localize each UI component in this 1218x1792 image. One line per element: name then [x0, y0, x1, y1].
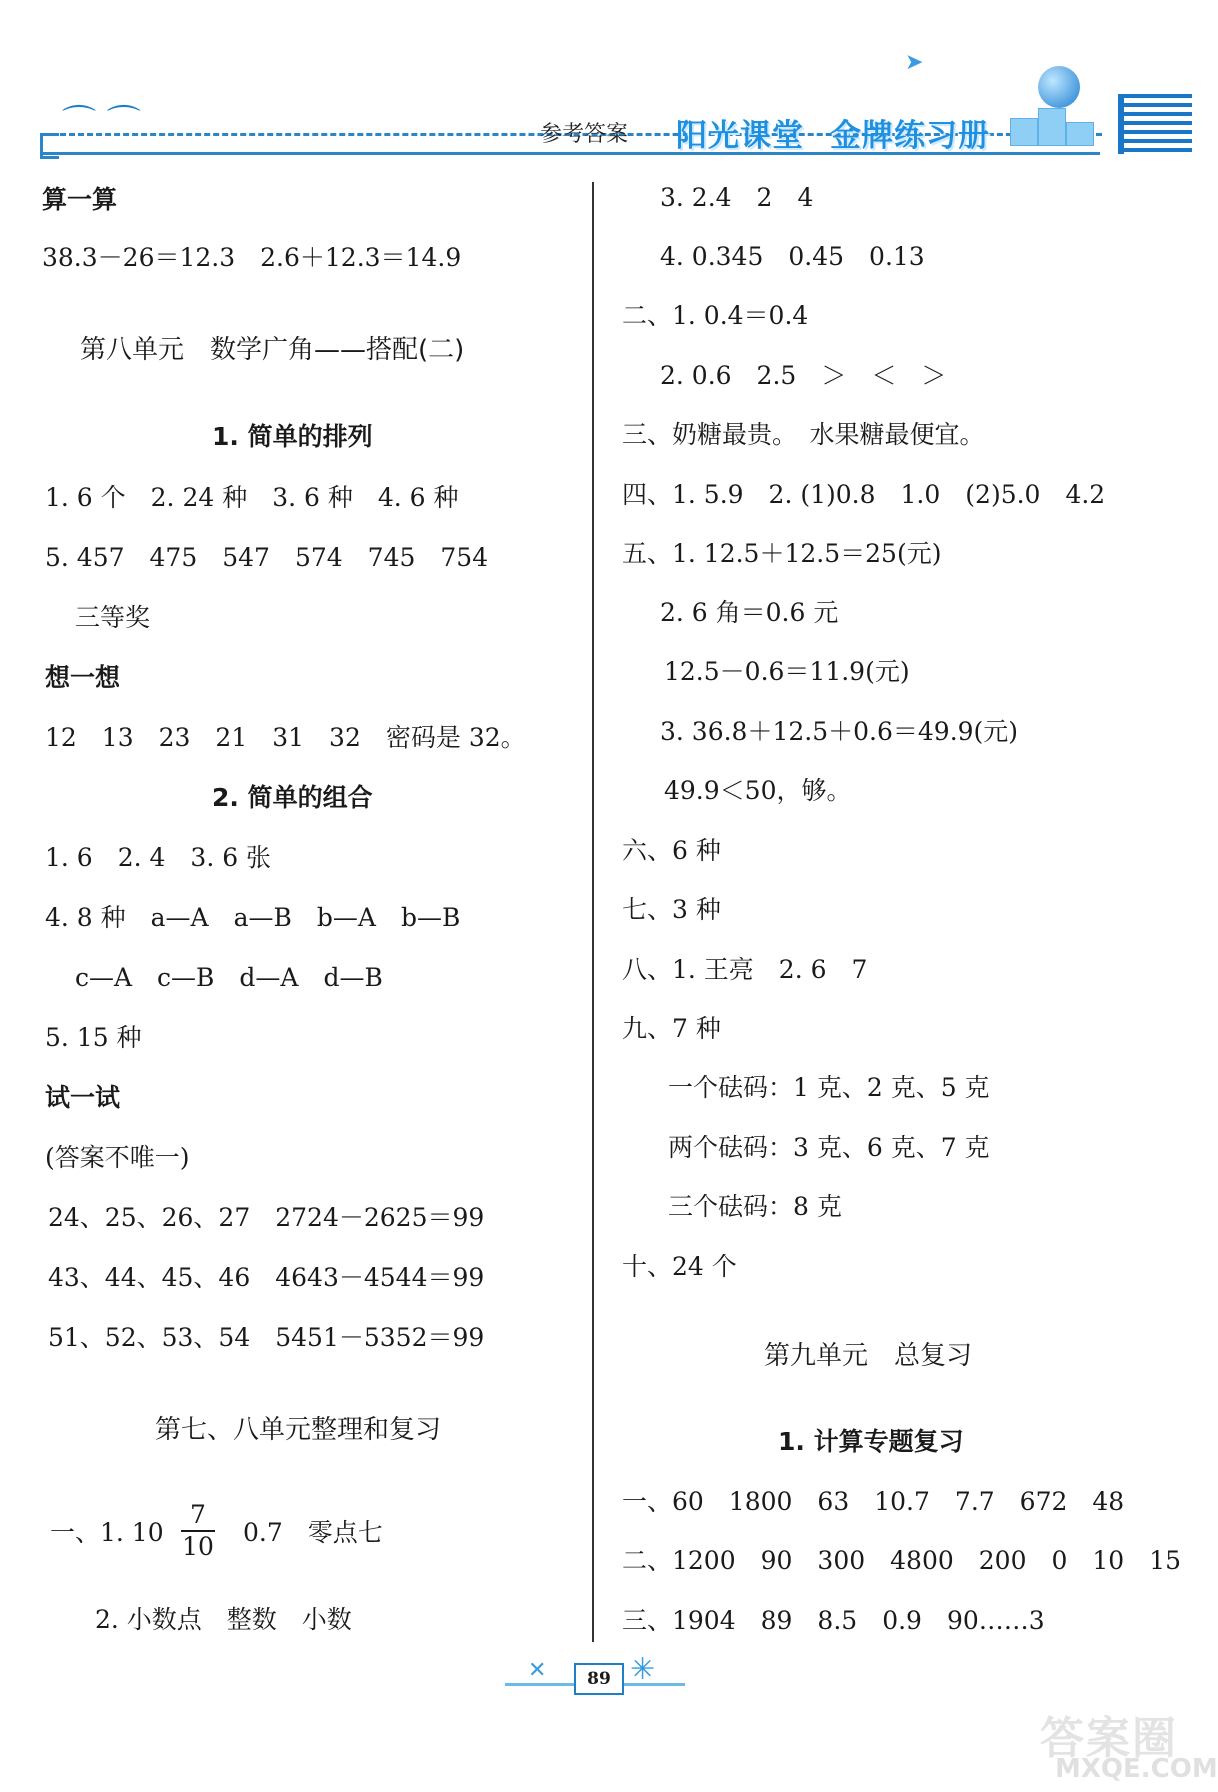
- answer-line: 十、24 个: [622, 1252, 737, 1281]
- answer-line: 九、7 种: [622, 1014, 721, 1043]
- watermark-url: MXQE.COM: [1055, 1754, 1218, 1784]
- answer-line: 四、1. 5.9 2. (1)0.8 1.0 (2)5.0 4.2: [622, 480, 1106, 509]
- lesson-title-calc-review: 1. 计算专题复习: [778, 1427, 964, 1456]
- section-label-calc: 算一算: [42, 185, 118, 214]
- answer-line: 五、1. 12.5＋12.5＝25(元): [622, 539, 942, 568]
- answer-line: 两个砝码：3 克、6 克、7 克: [668, 1133, 990, 1162]
- answer-line: c—A c—B d—A d—B: [75, 963, 383, 992]
- answer-line: 51、52、53、54 5451－5352＝99: [48, 1323, 485, 1352]
- answer-line: 3. 36.8＋12.5＋0.6＝49.9(元): [660, 717, 1019, 746]
- column-divider: [592, 182, 594, 1642]
- answer-line: 八、1. 王亮 2. 6 7: [622, 955, 868, 984]
- answer-note: (答案不唯一): [45, 1143, 190, 1172]
- answer-line: 24、25、26、27 2724－2625＝99: [48, 1203, 485, 1232]
- answer-line: 4. 0.345 0.45 0.13: [660, 242, 925, 271]
- striped-tab-decoration: [1118, 94, 1192, 154]
- fraction-numerator: 7: [181, 1500, 215, 1532]
- brand-title-2: 金牌练习册: [830, 118, 990, 154]
- answer-line: 七、3 种: [622, 895, 721, 924]
- pinwheel-icon: ✳: [630, 1652, 656, 1687]
- answer-line: 一、1. 10: [50, 1518, 164, 1547]
- header-corner-bracket: [40, 133, 59, 159]
- answer-line: 4. 8 种 a—A a—B b—A b—B: [45, 903, 461, 932]
- answer-line: 一个砝码：1 克、2 克、5 克: [668, 1073, 990, 1102]
- blocks-decoration: [1010, 100, 1100, 146]
- page-number: 89: [574, 1663, 624, 1695]
- answer-line: 43、44、45、46 4643－4544＝99: [48, 1263, 485, 1292]
- answer-line: 2. 6 角＝0.6 元: [660, 598, 839, 627]
- brand-title-1: 阳光课堂: [676, 118, 804, 154]
- watermark-logo: 答案圈: [1040, 1713, 1178, 1764]
- answer-line: 2. 0.6 2.5 ＞ ＜ ＞: [660, 361, 947, 390]
- answer-line: 12.5－0.6＝11.9(元): [664, 657, 910, 686]
- answer-line: 三个砝码：8 克: [668, 1192, 842, 1221]
- answer-line: 六、6 种: [622, 836, 721, 865]
- section-label-try: 试一试: [45, 1083, 121, 1112]
- unit-9-title: 第九单元 总复习: [764, 1341, 973, 1371]
- answer-line: 三等奖: [75, 603, 151, 632]
- answer-line: 5. 15 种: [45, 1023, 142, 1052]
- unit-8-title: 第八单元 数学广角——搭配(二): [80, 335, 465, 365]
- answer-line: 二、1. 0.4＝0.4: [622, 301, 809, 330]
- fraction-denominator: 10: [182, 1532, 214, 1561]
- answer-line: 二、1200 90 300 4800 200 0 10 15: [622, 1546, 1182, 1575]
- answer-key-label: 参考答案: [540, 122, 629, 147]
- answer-line: 三、1904 89 8.5 0.9 90……3: [622, 1606, 1045, 1635]
- answer-line: 38.3－26＝12.3 2.6＋12.3＝14.9: [42, 243, 462, 272]
- review-title-unit-7-8: 第七、八单元整理和复习: [155, 1415, 442, 1445]
- answer-line: 12 13 23 21 31 32 密码是 32。: [45, 723, 526, 752]
- lesson-title-combination: 2. 简单的组合: [212, 783, 373, 812]
- seagull-icon: ⌒ ⌒: [62, 103, 141, 143]
- answer-line: 49.9＜50，够。: [664, 776, 852, 805]
- answer-line: 一、60 1800 63 10.7 7.7 672 48: [622, 1487, 1125, 1516]
- answer-line: 0.7 零点七: [243, 1518, 383, 1547]
- page-header: [0, 0, 1218, 170]
- answer-line: 1. 6 个 2. 24 种 3. 6 种 4. 6 种: [45, 483, 459, 512]
- paper-plane-icon: ➤: [905, 50, 924, 75]
- sparkle-icon: ✕: [528, 1658, 547, 1683]
- answer-line: 1. 6 2. 4 3. 6 张: [45, 843, 272, 872]
- answer-line: 2. 小数点 整数 小数: [95, 1605, 352, 1634]
- answer-line: 5. 457 475 547 574 745 754: [45, 543, 489, 572]
- section-label-think: 想一想: [45, 663, 121, 692]
- fraction: [181, 1500, 215, 1562]
- answer-line: 3. 2.4 2 4: [660, 183, 814, 212]
- lesson-title-permutation: 1. 简单的排列: [212, 422, 373, 451]
- answer-line: 三、奶糖最贵。 水果糖最便宜。: [622, 420, 985, 449]
